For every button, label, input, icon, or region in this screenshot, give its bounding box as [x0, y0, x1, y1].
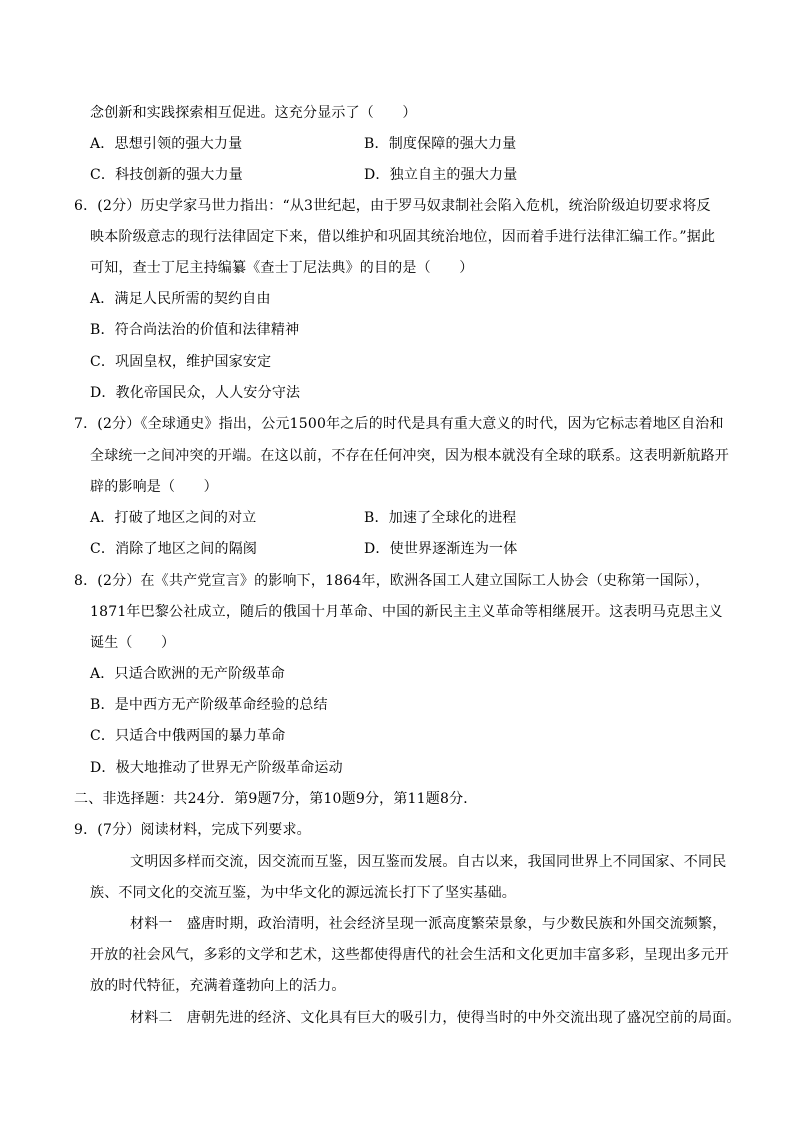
q5-option-d: D．独立自主的强大力量 — [364, 167, 518, 183]
q9-intro-line-2: 族、不同文化的交流互鉴，为中华文化的源远流长打下了坚实基础。 — [90, 885, 516, 901]
q9-stem: 9．(7分）阅读材料，完成下列要求。 — [74, 822, 311, 838]
q5-option-c: C．科技创新的强大力量 — [90, 167, 243, 183]
q9-material-1-line-1: 材料一 盛唐时期，政治清明，社会经济呈现一派高度繁荣景象，与少数民族和外国交流频繁， — [130, 916, 727, 932]
q9-material-1-line-2: 开放的社会风气，多彩的文学和艺术，这些都使得唐代的社会生活和文化更加丰富多彩，呈现出多元开 — [90, 947, 729, 963]
q8-stem-line-2: 1871年巴黎公社成立，随后的俄国十月革命、中国的新民主主义革命等相继展开。这表明马克思主义 — [90, 604, 723, 620]
q9-material-2-line-1: 材料二 唐朝先进的经济、文化具有巨大的吸引力，使得当时的中外交流出现了盛况空前的局面。 — [130, 1010, 741, 1026]
q7-option-c: C．消除了地区之间的隔阂 — [90, 541, 258, 557]
q5-option-b: B．制度保障的强大力量 — [364, 136, 517, 152]
q8-option-d: D．极大地推动了世界无产阶级革命运动 — [90, 760, 343, 776]
q8-option-a: A．只适合欧洲的无产阶级革命 — [90, 666, 285, 682]
q6-stem-line-1: 6．(2分）历史学家马世力指出：“从3世纪起，由于罗马奴隶制社会陷入危机，统治阶级迫切要求将反 — [74, 198, 711, 214]
q7-option-b: B．加速了全球化的进程 — [364, 510, 517, 526]
q6-stem-line-3: 可知，查士丁尼主持编纂《查士丁尼法典》的目的是（ ） — [90, 260, 474, 276]
q9-material-1-line-3: 放的时代特征，充满着蓬勃向上的活力。 — [90, 978, 346, 994]
q6-option-c: C．巩固皇权，维护国家安定 — [90, 354, 272, 370]
q8-stem-line-1: 8．(2分）在《共产党宣言》的影响下，1864年，欧洲各国工人建立国际工人协会（史称第一国际）， — [74, 573, 710, 589]
q7-stem-line-2: 全球统一之间冲突的开端。在这以前，不存在任何冲突，因为根本就没有全球的联系。这表明新航路开 — [90, 448, 729, 464]
q6-option-b: B．符合尚法治的价值和法律精神 — [90, 322, 300, 338]
section-2-heading: 二、非选择题：共24分．第9题7分，第10题9分，第11题8分． — [74, 791, 478, 807]
q8-stem-line-3: 诞生（ ） — [90, 635, 176, 651]
q8-option-c: C．只适合中俄两国的暴力革命 — [90, 728, 286, 744]
q8-option-b: B．是中西方无产阶级革命经验的总结 — [90, 697, 328, 713]
q7-option-d: D．使世界逐渐连为一体 — [364, 541, 518, 557]
q5-stem-continuation: 念创新和实践探索相互促进。这充分显示了（ ） — [90, 105, 417, 121]
q9-intro-line-1: 文明因多样而交流，因交流而互鉴，因互鉴而发展。自古以来，我国同世界上不同国家、不同民 — [130, 854, 727, 870]
q7-stem-line-3: 辟的影响是（ ） — [90, 479, 218, 495]
q5-option-a: A．思想引领的强大力量 — [90, 136, 243, 152]
q7-option-a: A．打破了地区之间的对立 — [90, 510, 257, 526]
q6-option-a: A．满足人民所需的契约自由 — [90, 291, 271, 307]
q6-stem-line-2: 映本阶级意志的现行法律固定下来，借以维护和巩固其统治地位，因而着手进行法律汇编工作。”据此 — [90, 229, 716, 245]
q6-option-d: D．教化帝国民众，人人安分守法 — [90, 385, 301, 401]
q7-stem-line-1: 7．(2分）《全球通史》指出，公元1500年之后的时代是具有重大意义的时代，因为它标志着地区自治和 — [74, 416, 724, 432]
